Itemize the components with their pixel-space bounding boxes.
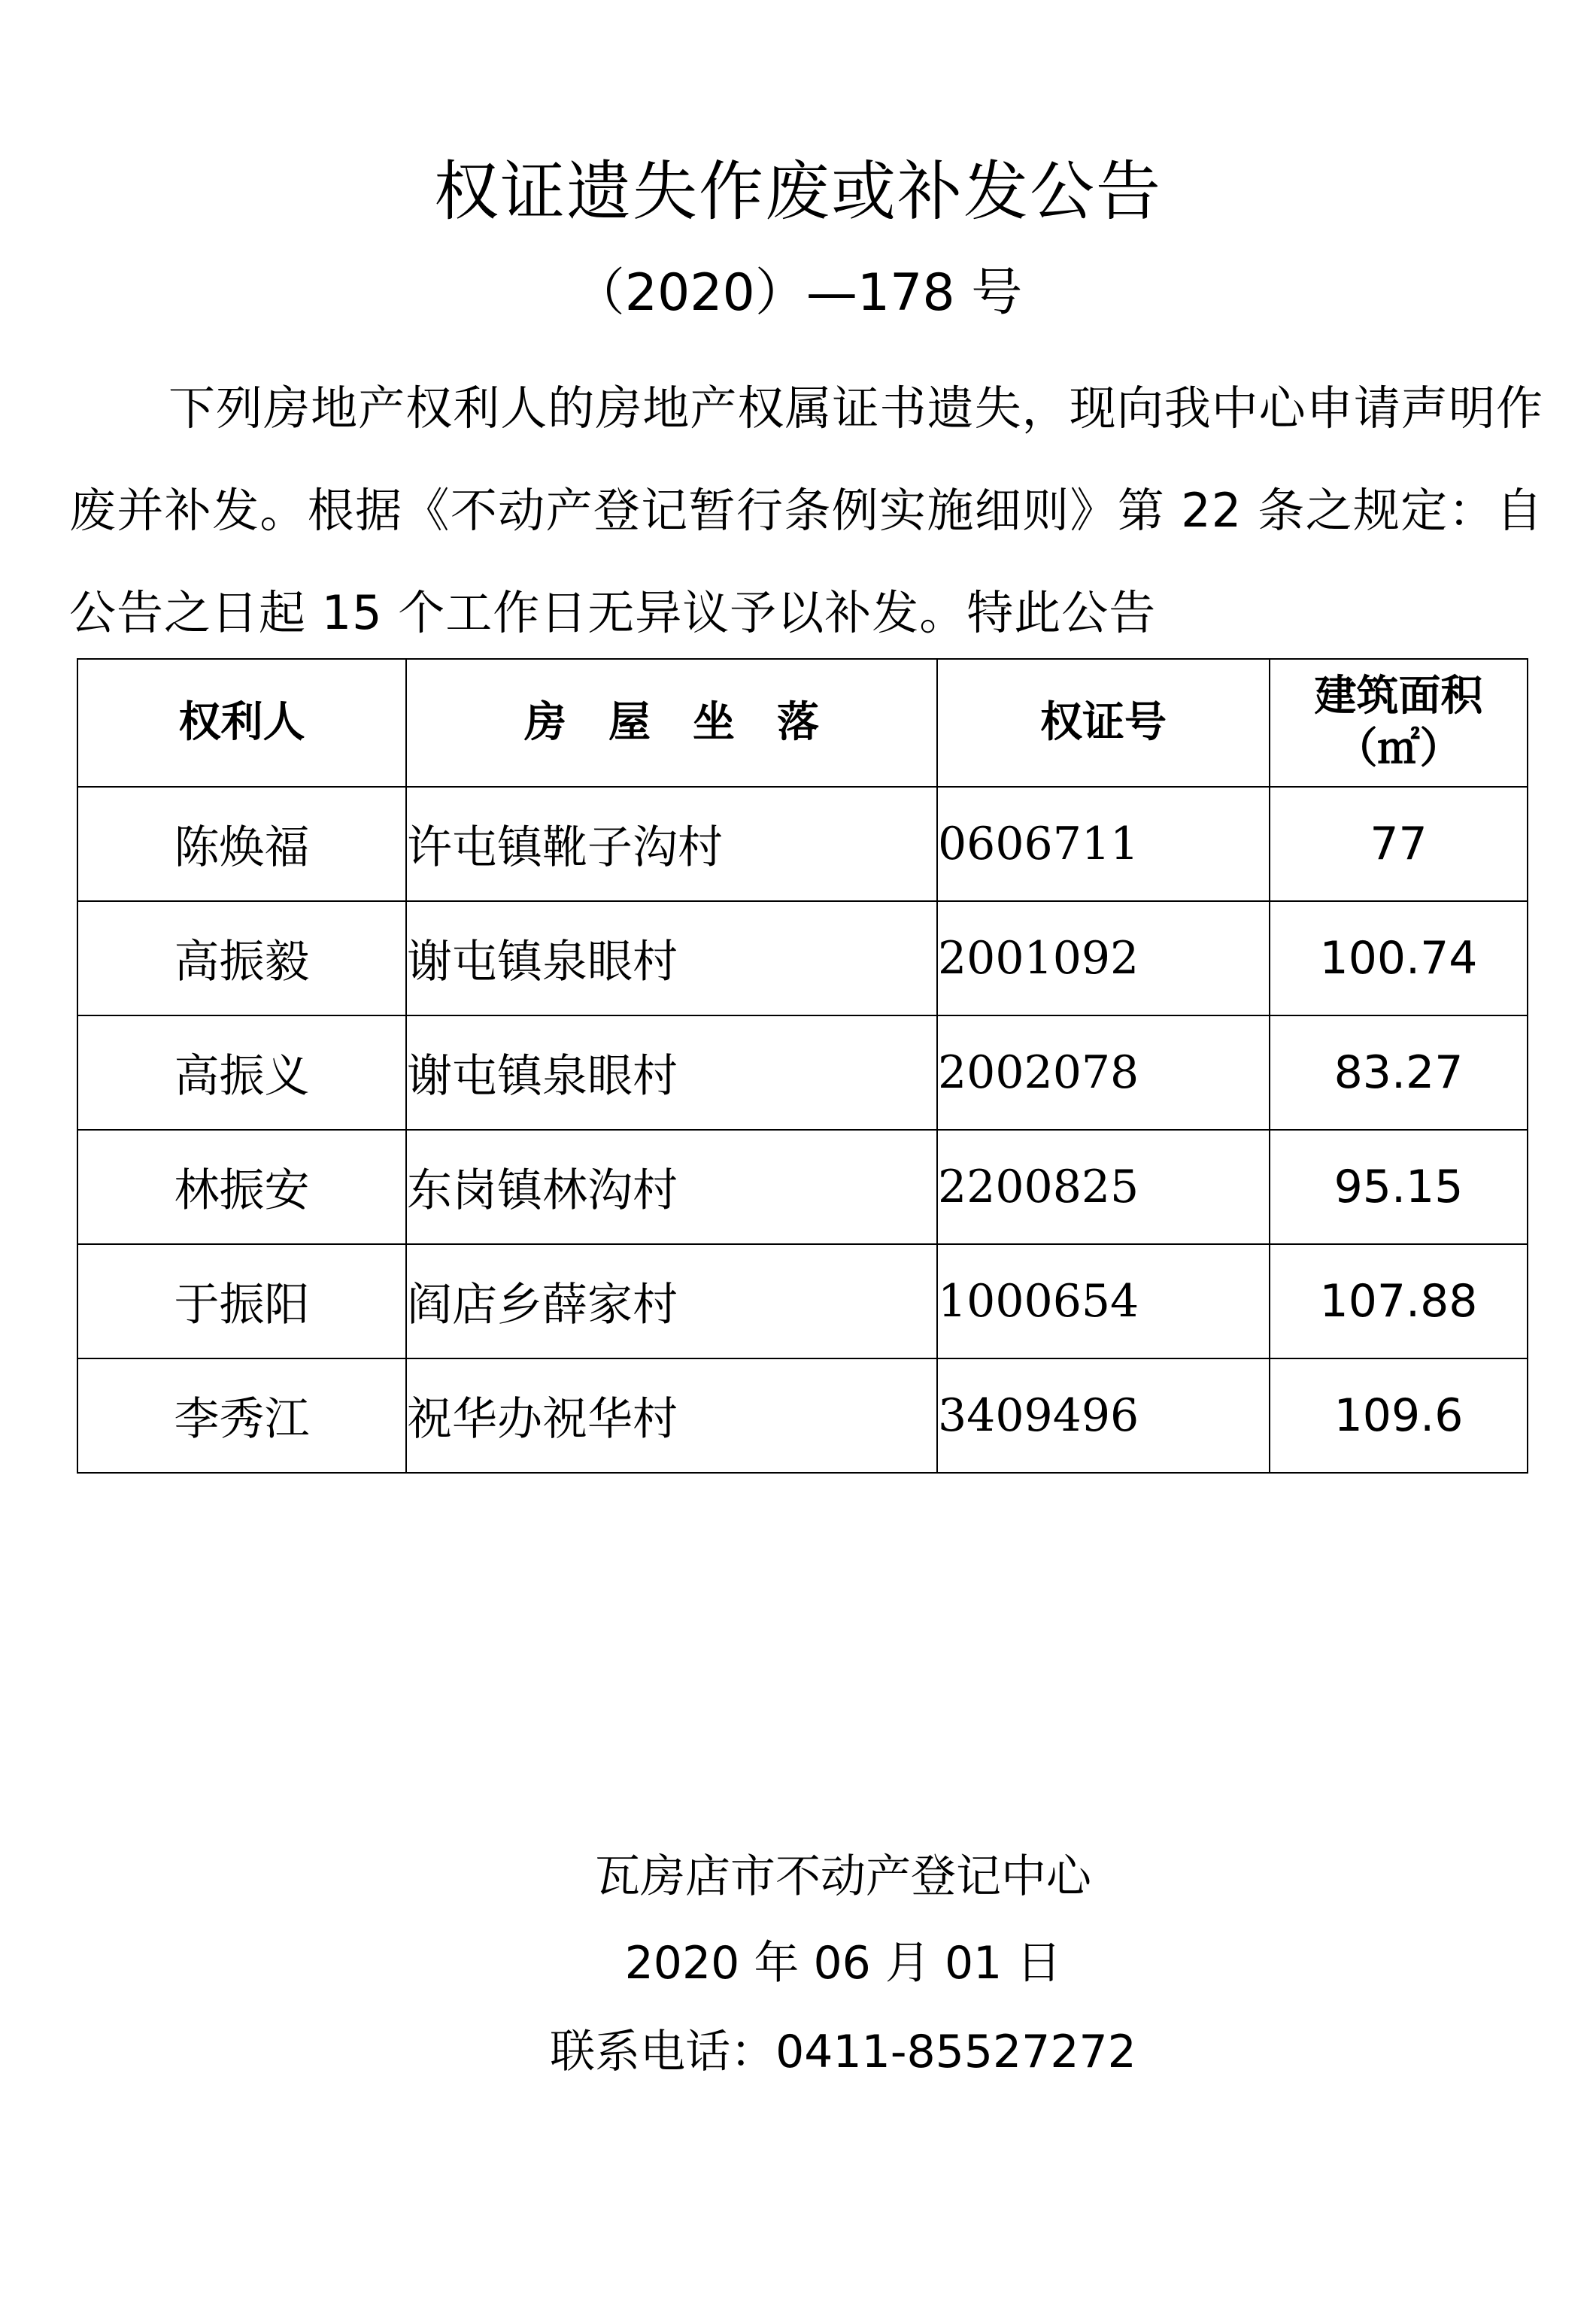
- notice-number: （2020）—178 号: [573, 263, 1023, 323]
- contact-phone: 联系电话：0411-85527272: [550, 2026, 1136, 2078]
- cell-cert-no: 2002078: [937, 1015, 1270, 1130]
- cell-area: 77: [1270, 787, 1528, 901]
- table-row: [77, 1015, 1528, 1130]
- cell-location: 东岗镇林沟村: [406, 1130, 937, 1244]
- cell-holder: 于振阳: [77, 1244, 406, 1358]
- cell-location: 阎店乡薛家村: [406, 1244, 937, 1358]
- cell-area: 83.27: [1270, 1015, 1528, 1130]
- table-row: [77, 1130, 1528, 1244]
- cell-location: 谢屯镇泉眼村: [406, 1015, 937, 1130]
- records-table: [77, 658, 1528, 1474]
- header-cert-no: 权证号: [937, 659, 1270, 787]
- header-area-label: 建筑面积: [1314, 672, 1483, 721]
- notice-body: 下列房地产权利人的房地产权属证书遗失，现向我中心申请声明作废并补发。根据《不动产登记暂行条例实施细则》第 22 条之规定：自公告之日起 15 个工作日无异议予以补发。特此公告: [69, 381, 1543, 640]
- cell-location: 祝华办祝华村: [406, 1358, 937, 1473]
- table-body: [77, 787, 1528, 1473]
- cell-holder: 高振毅: [77, 901, 406, 1015]
- cell-area: 95.15: [1270, 1130, 1528, 1244]
- table-row: [77, 787, 1528, 901]
- cell-location: 许屯镇靴子沟村: [406, 787, 937, 901]
- header-location: 房 屋 坐 落: [406, 659, 937, 787]
- table-row: [77, 901, 1528, 1015]
- table-header-row: [77, 659, 1528, 787]
- cell-area: 109.6: [1270, 1358, 1528, 1473]
- notice-title: 权证遗失作废或补发公告: [434, 154, 1162, 229]
- cell-holder: 陈焕福: [77, 787, 406, 901]
- header-area-unit: （㎡）: [1335, 724, 1462, 773]
- cell-cert-no: 2001092: [937, 901, 1270, 1015]
- header-area: [1270, 659, 1528, 787]
- cell-cert-no: 0606711: [937, 787, 1270, 901]
- header-holder: 权利人: [77, 659, 406, 787]
- cell-holder: 林振安: [77, 1130, 406, 1244]
- issuing-organization: 瓦房店市不动产登记中心: [595, 1850, 1091, 1903]
- cell-holder: 李秀江: [77, 1358, 406, 1473]
- cell-area: 107.88: [1270, 1244, 1528, 1358]
- issue-date: 2020 年 06 月 01 日: [624, 1937, 1062, 1990]
- cell-holder: 高振义: [77, 1015, 406, 1130]
- cell-cert-no: 3409496: [937, 1358, 1270, 1473]
- table-row: [77, 1244, 1528, 1358]
- cell-location: 谢屯镇泉眼村: [406, 901, 937, 1015]
- cell-area: 100.74: [1270, 901, 1528, 1015]
- cell-cert-no: 1000654: [937, 1244, 1270, 1358]
- cell-cert-no: 2200825: [937, 1130, 1270, 1244]
- table-row: [77, 1358, 1528, 1473]
